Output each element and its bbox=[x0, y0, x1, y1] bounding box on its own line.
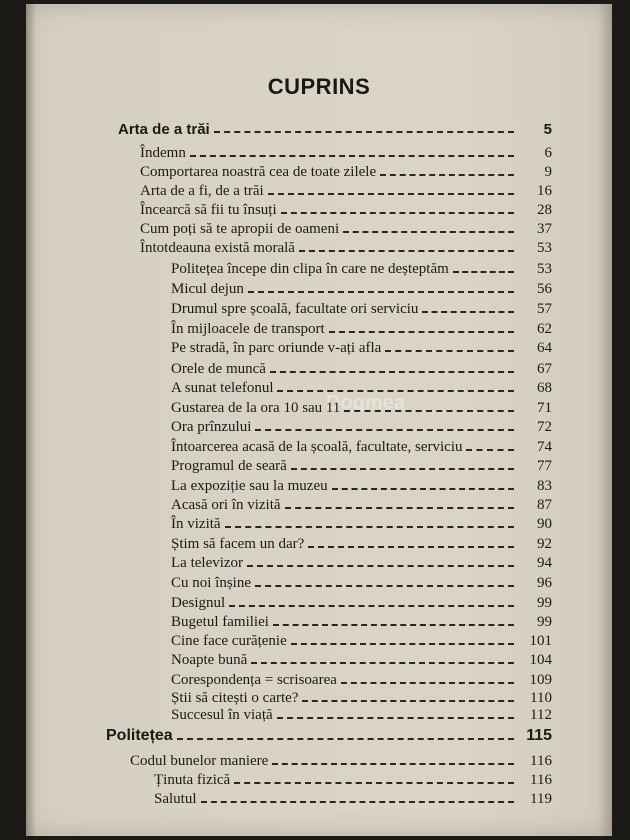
toc-leader bbox=[299, 250, 514, 252]
toc-entry bbox=[118, 118, 552, 138]
toc-entry-title: Încearcă să fii tu însuți bbox=[140, 202, 277, 218]
toc-entry-title: Știm să facem un dar? bbox=[171, 536, 305, 552]
toc-leader bbox=[308, 546, 514, 548]
toc-page-number: 90 bbox=[537, 516, 552, 532]
toc-entry-title: Pe stradă, în parc oriunde v-ați afla bbox=[171, 340, 382, 356]
toc-entry bbox=[171, 669, 552, 689]
toc-entry bbox=[140, 218, 552, 238]
toc-page-number: 109 bbox=[529, 672, 552, 688]
toc-leader bbox=[214, 131, 514, 133]
toc-leader bbox=[422, 311, 514, 313]
toc-leader bbox=[332, 488, 514, 490]
toc-entry bbox=[171, 416, 552, 436]
toc-entry-title: Cine face curățenie bbox=[171, 633, 287, 649]
toc-page-number: 37 bbox=[537, 221, 552, 237]
toc-entry bbox=[171, 358, 552, 378]
toc-leader bbox=[385, 350, 514, 352]
page-title: CUPRINS bbox=[267, 74, 371, 99]
toc-page-number: 53 bbox=[537, 240, 552, 256]
toc-leader bbox=[248, 291, 514, 293]
toc-entry-title: Bugetul familiei bbox=[171, 614, 269, 630]
toc-page-number: 83 bbox=[537, 478, 552, 494]
toc-page-number: 28 bbox=[537, 202, 552, 218]
toc-entry-title: Designul bbox=[171, 595, 226, 611]
toc-entry bbox=[171, 649, 552, 669]
toc-entry-title: Ora prînzului bbox=[171, 419, 252, 435]
toc-entry bbox=[171, 455, 552, 475]
toc-entry bbox=[171, 397, 552, 417]
toc-page-number: 92 bbox=[537, 536, 552, 552]
toc-page-number: 112 bbox=[530, 707, 552, 723]
toc-page-number: 53 bbox=[537, 261, 552, 277]
toc-entry bbox=[154, 788, 552, 808]
toc-page-number: 9 bbox=[544, 164, 552, 180]
toc-entry bbox=[171, 572, 552, 592]
toc-page-number: 16 bbox=[537, 183, 552, 199]
toc-entry-title: Gustarea de la ora 10 sau 11 bbox=[171, 400, 341, 416]
toc-leader bbox=[453, 271, 514, 273]
toc-entry-title: Politețea bbox=[106, 727, 173, 744]
toc-leader bbox=[291, 468, 514, 470]
watermark: Dogmea bbox=[326, 392, 405, 414]
toc-entry bbox=[171, 337, 552, 357]
toc-entry bbox=[140, 180, 552, 200]
toc-entry-title: A sunat telefonul bbox=[171, 380, 274, 396]
toc-leader bbox=[268, 193, 514, 195]
toc-entry-title: Întoarcerea acasă de la școală, facultate, serviciu bbox=[171, 439, 463, 455]
toc-leader bbox=[380, 174, 514, 176]
toc-leader bbox=[225, 526, 514, 528]
toc-entry-title: Comportarea noastră cea de toate zilele bbox=[140, 164, 377, 180]
toc-entry-title: Ținuta fizică bbox=[154, 772, 231, 788]
toc-entry-title: În vizită bbox=[171, 516, 221, 532]
toc-entry bbox=[171, 298, 552, 318]
toc-entry-title: Salutul bbox=[154, 791, 197, 807]
toc-leader bbox=[329, 331, 514, 333]
toc-entry bbox=[171, 318, 552, 338]
toc-entry bbox=[171, 552, 552, 572]
toc-page-number: 64 bbox=[537, 340, 552, 356]
toc-entry-title: Cu noi înșine bbox=[171, 575, 252, 591]
toc-entry bbox=[171, 475, 552, 495]
toc-page-number: 57 bbox=[537, 301, 552, 317]
toc-page-number: 116 bbox=[530, 772, 552, 788]
toc-leader bbox=[277, 717, 514, 719]
toc-entry-title: Politețea începe din clipa în care ne deșteptăm bbox=[171, 261, 449, 277]
toc-entry bbox=[130, 750, 552, 770]
toc-entry-title: Orele de muncă bbox=[171, 361, 266, 377]
toc-entry bbox=[171, 377, 552, 397]
toc-entry bbox=[171, 630, 552, 650]
toc-entry bbox=[171, 258, 552, 278]
toc-page-number: 119 bbox=[530, 791, 552, 807]
toc-entry-title: La expoziție sau la muzeu bbox=[171, 478, 328, 494]
toc-page-number: 94 bbox=[537, 555, 552, 571]
book-page bbox=[26, 4, 612, 836]
toc-page-number: 101 bbox=[529, 633, 552, 649]
toc-entry bbox=[140, 199, 552, 219]
toc-entry-title: În mijloacele de transport bbox=[171, 321, 325, 337]
toc-page-number: 6 bbox=[544, 145, 552, 161]
toc-page-number: 99 bbox=[537, 614, 552, 630]
toc-entry bbox=[171, 533, 552, 553]
toc-entry-title: Acasă ori în vizită bbox=[171, 497, 281, 513]
toc-leader bbox=[273, 624, 514, 626]
toc-entry bbox=[140, 161, 552, 181]
toc-page-number: 72 bbox=[537, 419, 552, 435]
toc-entry-title: Arta de a trăi bbox=[118, 121, 210, 138]
toc-leader bbox=[291, 643, 514, 645]
toc-page-number: 116 bbox=[530, 753, 552, 769]
toc-page-number: 68 bbox=[537, 380, 552, 396]
toc-leader bbox=[302, 700, 514, 702]
toc-leader bbox=[251, 662, 514, 664]
toc-page-number: 74 bbox=[537, 439, 552, 455]
toc-entry bbox=[171, 592, 552, 612]
toc-entry-title: Codul bunelor maniere bbox=[130, 753, 269, 769]
toc-leader bbox=[247, 565, 514, 567]
toc-entry bbox=[106, 725, 552, 745]
toc-page-number: 99 bbox=[537, 595, 552, 611]
toc-leader bbox=[234, 782, 514, 784]
toc-leader bbox=[277, 390, 514, 392]
toc-page-number: 56 bbox=[537, 281, 552, 297]
toc-page-number: 67 bbox=[537, 361, 552, 377]
toc-leader bbox=[466, 449, 514, 451]
toc-leader bbox=[190, 155, 514, 157]
toc-entry bbox=[171, 704, 552, 724]
toc-entry-title: Îndemn bbox=[140, 145, 186, 161]
toc-page-number: 87 bbox=[537, 497, 552, 513]
toc-entry-title: Știi să citești o carte? bbox=[171, 690, 299, 706]
toc-leader bbox=[255, 585, 514, 587]
toc-page-number: 5 bbox=[543, 121, 552, 138]
toc-page-number: 62 bbox=[537, 321, 552, 337]
toc-entry-title: Programul de seară bbox=[171, 458, 287, 474]
toc-page-number: 71 bbox=[537, 400, 552, 416]
toc-leader bbox=[229, 605, 514, 607]
toc-leader bbox=[344, 410, 514, 412]
toc-page-number: 96 bbox=[537, 575, 552, 591]
toc-entry bbox=[140, 237, 552, 257]
toc-leader bbox=[285, 507, 514, 509]
toc-entry bbox=[171, 278, 552, 298]
toc-entry-title: Întotdeauna există morală bbox=[140, 240, 295, 256]
toc-leader bbox=[177, 738, 514, 740]
toc-entry bbox=[171, 513, 552, 533]
toc-leader bbox=[272, 763, 514, 765]
toc-page-number: 115 bbox=[526, 727, 552, 744]
toc-entry bbox=[140, 142, 552, 162]
toc-leader bbox=[341, 682, 514, 684]
toc-entry-title: Arta de a fi, de a trăi bbox=[140, 183, 264, 199]
toc-entry bbox=[154, 769, 552, 789]
toc-entry bbox=[171, 436, 552, 456]
toc-leader bbox=[255, 429, 514, 431]
toc-leader bbox=[343, 231, 514, 233]
toc-leader bbox=[281, 212, 514, 214]
toc-page-number: 77 bbox=[537, 458, 552, 474]
toc-entry-title: Cum poți să te apropii de oameni bbox=[140, 221, 340, 237]
toc-entry-title: Drumul spre școală, facultate ori serviciu bbox=[171, 301, 419, 317]
toc-page-number: 104 bbox=[529, 652, 552, 668]
toc-entry-title: Noapte bună bbox=[171, 652, 248, 668]
toc-page-number: 110 bbox=[530, 690, 552, 706]
toc-entry bbox=[171, 611, 552, 631]
toc-entry-title: Corespondența = scrisoarea bbox=[171, 672, 337, 688]
toc-entry bbox=[171, 494, 552, 514]
toc-leader bbox=[201, 801, 514, 803]
toc-leader bbox=[270, 371, 514, 373]
toc-entry-title: Succesul în viață bbox=[171, 707, 273, 723]
toc-entry-title: Micul dejun bbox=[171, 281, 244, 297]
toc-entry-title: La televizor bbox=[171, 555, 244, 571]
